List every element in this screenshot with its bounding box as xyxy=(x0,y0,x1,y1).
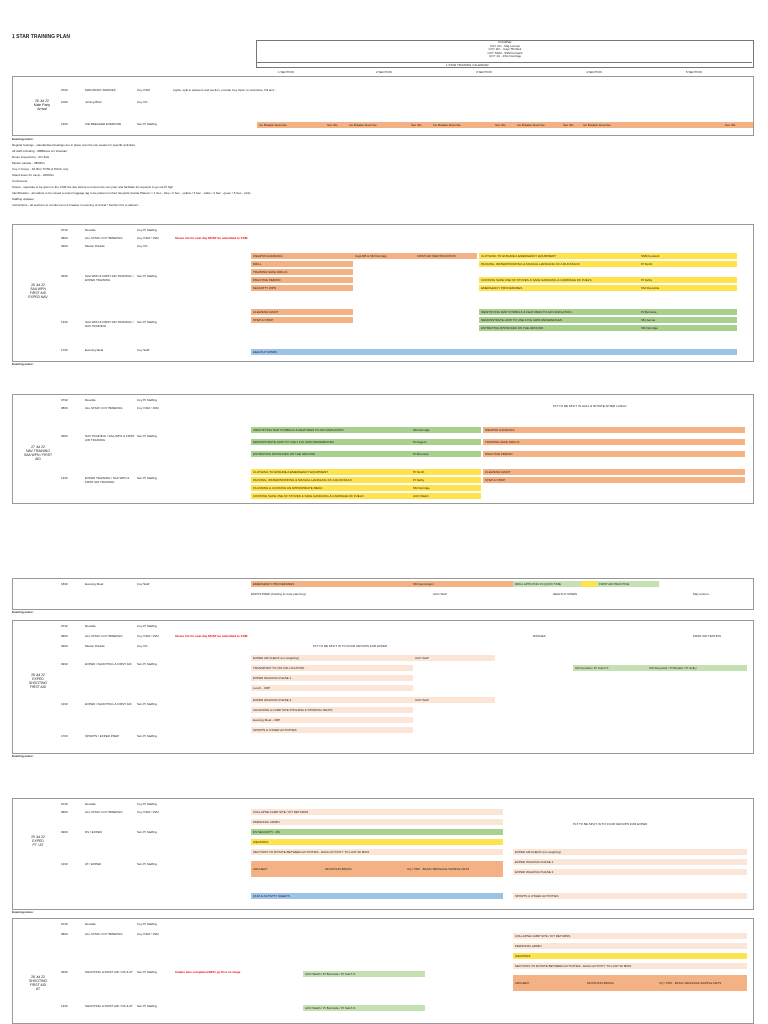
activity-cell: ICE BREAKER EXERCISE xyxy=(85,122,122,126)
nav-bar: IDENTIFYING MAP SYMBOLS & FEATURES TO AID NAVIGATION xyxy=(251,427,411,433)
time-cell: 1400 xyxy=(61,122,68,126)
icebreaker-bar: Ice Breaker Exercise xyxy=(515,122,561,128)
phase-header-label: 1 STAR TRAINING CALENDAR xyxy=(446,63,489,67)
lead-cell: Sen PI Staffing xyxy=(137,970,157,974)
lead-cell: Coy CSM / 1SM xyxy=(137,406,159,410)
day-label: 29 Jul 22 EXPED PT / AT xyxy=(31,835,45,847)
day-label: 27 Jul 22 NAV TRAINING SAA WPN / FIRST AID xyxy=(23,445,53,461)
lead-cell: Sen PI Staffing xyxy=(137,1004,157,1008)
closing-notes-label: Evening notes: xyxy=(12,910,34,914)
activity-bar: PRACTICE PERIOD xyxy=(251,277,353,283)
time-cell: 1000 xyxy=(61,100,68,104)
time-cell: 0800 xyxy=(61,932,68,936)
instructor-cell: SM Norridge xyxy=(411,485,481,491)
highlight-cell xyxy=(581,581,597,587)
activity-cell: Reveille xyxy=(85,624,96,628)
nav-bar: ESTIMATING DISTANCES ON THE GROUND xyxy=(479,325,639,331)
time-cell: 1330 xyxy=(61,862,68,866)
activity-cell: EXPED / SHOOTING & FIRST AID xyxy=(85,702,132,706)
archery-bar: ARCHERY xyxy=(251,861,323,877)
activity-bar: TRAINING SAFE DRILLS xyxy=(483,439,745,445)
lead-cell: Coy CSM / 1SM xyxy=(137,634,159,638)
time-cell: 0730 xyxy=(61,802,68,806)
archery-bar: ARCHERY xyxy=(513,975,585,991)
closing-notes-label: Evening notes: xyxy=(12,754,34,758)
day-label: 26 Jul 22 SAA WPN FIRST AID EXPED NAV xyxy=(28,283,48,299)
day-3-block xyxy=(12,394,754,504)
exped-bar: EXPED WALKING PHASE 2 xyxy=(513,869,747,875)
instructor-cell: PI Burnside xyxy=(411,451,481,457)
first-aid-header: FIRST AID TESTING xyxy=(693,634,722,638)
note-line: Stores - separate to be given to the CSM the day before to ensure the can prep and facilitate kit requests to go via PI Sgt! xyxy=(12,185,174,189)
section-id-bar: Sec IDs xyxy=(325,122,347,128)
lead-cell: AUO Staff xyxy=(433,592,447,596)
section-id-bar: Sec IDs xyxy=(409,122,431,128)
nav-bar: DEMONSTRATE HOW TO USE 4 FIG GRID REFERENCES xyxy=(479,317,639,323)
lead-cell: Coy OC xyxy=(137,100,148,104)
nav-bar: DEMONSTRATE HOW TO USE 4 FIG GRID REFERENCES xyxy=(251,439,411,445)
time-cell: 1330 xyxy=(61,702,68,706)
quiz-bar: QUIZ & ACTIVITY SHEETS xyxy=(251,893,503,899)
lead-cell: Sen PI Staffing xyxy=(137,274,157,278)
legend-line: COY OC - Maj Lorimer xyxy=(489,43,521,48)
evening-notes xyxy=(12,136,612,208)
split-note: PLT TO BE SPLIT IN HALF & ROTATE AFTER LUNCH xyxy=(553,404,627,408)
section-label: 3 SECTION xyxy=(476,70,492,74)
lead-cell: Sen PI Staffing xyxy=(137,662,157,666)
exped-bar: PACKING, WATERPROOFING & MANUAL HANDLING OF A RUCKSACK xyxy=(251,477,411,483)
activity-bar: STEP & STRIP xyxy=(251,317,353,323)
instructor-cell: SSM Fenwick xyxy=(639,253,737,259)
time-cell: 0900 xyxy=(61,434,68,438)
legend-line: COY 1C - 1SG Norridge xyxy=(488,54,522,59)
activity-cell: Joining Brief xyxy=(85,100,102,104)
note-line: Coy 1 Group - 18.3hrs TOTE & PIC/C only xyxy=(12,167,69,171)
time-cell: 0900 xyxy=(61,244,68,248)
activity-cell: DS / EXPED xyxy=(85,830,102,834)
lead-cell: Coy PI Staffing xyxy=(137,398,157,402)
activity-cell: Evening Meal xyxy=(85,582,104,586)
split-note: PLT TO BE SPLIT IN TO FOUR GROUPS FOR EXPED xyxy=(573,822,648,826)
activity-cell: ALL STAFF COY BRIEFING xyxy=(85,932,123,936)
section-label: 2 SECTION xyxy=(376,70,392,74)
activity-cell: ALL STAFF COY BRIEFING xyxy=(85,406,123,410)
day-5-block xyxy=(12,798,754,910)
exped-bar: Lunch - CRP xyxy=(251,685,413,691)
day-2-block xyxy=(12,224,754,362)
lead-cell: Sen PI Staffing xyxy=(137,862,157,866)
lead-cell: Sen PI Staffing xyxy=(137,476,157,480)
time-cell: 1330 xyxy=(61,476,68,480)
note-line: Continuous: xyxy=(12,179,29,183)
instructor-cell: AUO Walsh xyxy=(411,493,481,499)
activity-bar: STEP & STRIP xyxy=(483,477,745,483)
time-cell: 0730 xyxy=(61,922,68,926)
activity-cell: MAIN BODY ARRIVES xyxy=(85,88,116,92)
note-line: Evening notes: xyxy=(12,137,34,141)
split-note: PLT TO BE SPLIT IN TO FOUR GROUPS FOR EXPED xyxy=(313,644,388,648)
instructor-cell: PI Smith xyxy=(639,261,737,267)
activity-bar: WEAPON HANDLING xyxy=(483,427,745,433)
exped-bar: EMERGENCY PROCEDURES xyxy=(479,285,639,291)
section-label: 5 SECTION xyxy=(686,70,702,74)
note-line: All staff including - NBBRess to't shoulder xyxy=(12,149,68,153)
activity-cell: NAV TRAINING / SAA WPN & FIRST AID TRAINING xyxy=(85,434,135,442)
day-3-evening-block xyxy=(12,578,754,610)
exped-bar: PLANNING & COOKING AN APPROPRIATE MENU xyxy=(251,485,411,491)
stores-warning: Stores list for next day MUST be submitted to CSM xyxy=(175,236,248,240)
signals-bar: CQ / PRP - BASIC MESSAGE SAMPLE NETS xyxy=(657,975,747,991)
time-cell: 0900 xyxy=(61,830,68,834)
time-cell: 1330 xyxy=(61,1004,68,1008)
document-title: 1 STAR TRAINING PLAN xyxy=(12,34,70,40)
time-cell: 0930 xyxy=(61,274,68,278)
note-line: Identification - all cadets to be issued a colour luggage tag to be placed on their lanyards (Geide Platoon = 1 Sec - blue / 2 Sec - yellow / 3 Sec - white / 4 Sec - green / 5 Sec - pink) xyxy=(12,191,251,195)
activity-bar: TRAINING SAFE DRILLS xyxy=(251,269,353,275)
note-line: Staffing updates: xyxy=(12,197,35,201)
lead-cell: Coy CSM / 1SM xyxy=(137,932,159,936)
lead-cell: Sen PI Staffing xyxy=(137,434,157,438)
exped-bar: SPORTS & OTHER ACTIVITIES xyxy=(513,893,747,899)
activity-bar: COLLAPSE CAMP SITE / KIT RETURNS xyxy=(251,809,503,815)
day-label: 28 Jul 22 SHOOTING FIRST AID AT xyxy=(28,975,48,991)
activity-cell: ALL STAFF COY BRIEFING xyxy=(85,810,123,814)
remarks-cell: Lights, split in platoons and section, provide Coy Opwr to structures, Fill and... xyxy=(173,88,277,92)
lead-cell: Sen PI Staffing xyxy=(137,830,157,834)
note-line: Regular feelings - standardised feelings are in place over the two weeks for specific activities xyxy=(12,143,136,147)
lead-cell: Sen PI Staffing xyxy=(137,122,157,126)
instructor-cell: AUO Staff xyxy=(413,697,495,703)
activity-cell: Reveille xyxy=(85,228,96,232)
time-cell: 0730 xyxy=(61,398,68,402)
rotation-bar: SECTIONS TO ROTATE BETWEEN ACTIVITIES - EACH ACTIVITY TO LAST 90 MINS xyxy=(251,849,503,855)
activity-cell: SAA WPN & FIRST AID TRAINING / NAV TRAINING xyxy=(85,320,134,328)
time-cell: 0900 xyxy=(61,644,68,648)
time-cell: 0700 xyxy=(61,88,68,92)
day-4-block xyxy=(12,620,754,754)
activity-cell: SPORTS / EXPED PREP xyxy=(85,734,119,738)
day-6-block xyxy=(12,918,754,1024)
activity-cell: ALL STAFF COY BRIEFING xyxy=(85,236,123,240)
weapons-bar: WEAPONS xyxy=(513,953,747,959)
section-id-bar: Sec IDs xyxy=(493,122,515,128)
time-cell: 0730 xyxy=(61,624,68,628)
instructor-cell: SM Norridge xyxy=(411,427,481,433)
activity-cell: Reveille xyxy=(85,922,96,926)
activity-bar: PERSONAL ADMIN xyxy=(513,943,747,949)
activity-bar: CLEANING MAINT xyxy=(251,309,353,315)
instructor-cell: SM Norridge xyxy=(639,325,737,331)
lead-cell: Coy CSM / 1SM xyxy=(137,236,159,240)
legend-line: COURSE: xyxy=(498,40,512,44)
activity-cell: Muster Parade xyxy=(85,644,105,648)
lead-cell: Coy Staff xyxy=(137,582,150,586)
activity-bar: EMERGENCY PROCEDURES xyxy=(251,581,411,587)
note-line: Room inspections - 0hr flats xyxy=(12,155,50,159)
range-staff-bar: AUO Walsh / PI Burnside / PI Sutch S xyxy=(303,1005,425,1011)
rotation-bar: SECTIONS TO ROTATE BETWEEN ACTIVITIES - EACH ACTIVITY TO LAST 90 MINS xyxy=(513,963,747,969)
closing-notes-label: Evening notes: xyxy=(12,610,34,614)
activity-bar: PERSONAL ADMIN xyxy=(251,819,503,825)
activity-cell: SHOOTING & FIRST AID / DS & AT xyxy=(85,1004,133,1008)
nav-bar: ESTIMATING DISTANCES ON THE GROUND xyxy=(251,451,411,457)
exped-bar: EXPED WALKING PHASE 1 xyxy=(251,675,413,681)
first-aid-bar: FIRST AID PRACTICE xyxy=(597,581,659,587)
lead-cell: Coy OC xyxy=(137,244,148,248)
healthy-minds-bar: HEALTHY MINDS xyxy=(251,349,737,355)
instructor-cell: PI Selby xyxy=(411,477,481,483)
instructor-cell: AUO Staff xyxy=(413,655,495,661)
exped-bar: TRANSPORT TO 1ST DIS LOCATION xyxy=(251,665,413,671)
exped-bar: EXPED WALKING PHASE 2 xyxy=(251,697,413,703)
activity-cell: SHOOTING & FIRST AID / DS & AT xyxy=(85,970,133,974)
security-bar: DS SECURITY - DS xyxy=(251,829,503,835)
activity-cell: EXPED TRAINING / SAA WPN & FIRST AID TRAINING xyxy=(85,476,130,484)
lead-cell: Sen PI Staffing xyxy=(137,734,157,738)
closing-notes-label: Evening notes: xyxy=(12,362,34,366)
exped-prep-cell: ESPOS PREP (briefing & route planning) xyxy=(251,592,306,596)
exped-bar: COOKING SAFE USE OF STOVES & SAFE HANDLING & CARRIAGE OF FUELS xyxy=(251,493,411,499)
icebreaker-bar: Ice Breaker Exercise xyxy=(257,122,325,128)
arrival-day-block xyxy=(12,76,754,136)
icebreaker-bar: Ice Breaker Exercise xyxy=(431,122,493,128)
time-cell: 1700 xyxy=(61,348,68,352)
exped-bar: COOKING SAFE USE OF STOVES & SAFE HANDLING & CARRIAGE OF FUELS xyxy=(479,277,639,283)
lead-cell: Coy CSM xyxy=(137,88,150,92)
day-label: 26 Jul 22 Main Party Arrival xyxy=(33,99,51,111)
lead-cell: Coy PI Staffing xyxy=(137,922,157,926)
exped-bar: PACKING, WATERPROOFING & MANUAL HANDLING OF A RUCKSACK xyxy=(479,261,639,267)
time-cell: 0930 xyxy=(61,662,68,666)
stores-warning: Stores list for next day MUST be submitted to CSM xyxy=(175,634,248,638)
lead-cell: Sen PI Staffing xyxy=(137,702,157,706)
day-label: 28 Jul 22 EXPED SHOOTING FIRST AID xyxy=(28,673,48,689)
range-staff-bar: AUO Walsh / PI Burnside / PI Sutch S xyxy=(303,971,425,977)
time-cell: 1700 xyxy=(61,734,68,738)
time-cell: 0800 xyxy=(61,236,68,240)
lead-cell: Coy PI Staffing xyxy=(137,624,157,628)
note-line: Instructions - all sections to conduct an ice breaker in evening of arrival / Section ICs to debrief... xyxy=(12,203,140,207)
icebreaker-bar: Ice Breaker Exercise xyxy=(347,122,409,128)
activity-bar: DRILL xyxy=(251,261,353,267)
section-id-bar: Sec IDs xyxy=(561,122,581,128)
activity-cell: EXPED / SHOOTING & FIRST AID xyxy=(85,662,132,666)
instructor-cell: SSI Reynolds xyxy=(639,285,737,291)
ranges-header: RANGES xyxy=(533,634,546,638)
activity-cell: SAA WPN & FIRST AID TRAINING / EXPED TRAINING xyxy=(85,274,134,282)
instructor-cell: SM Jennie xyxy=(639,317,737,323)
staff-bar: FIRST AID IDENTIFICATION xyxy=(415,253,477,259)
activity-cell: Evening Meal xyxy=(85,348,104,352)
exped-bar: EXPED AM CHECK (inc weighing) xyxy=(513,849,747,855)
instructor-cell: SM Gennington xyxy=(411,581,513,587)
time-cell: 0800 xyxy=(61,810,68,814)
section-id-bar: Sec IDs xyxy=(723,122,753,128)
exped-bar: CLOTHING TO ENSURE A EMERGENCY EQUIPMENT xyxy=(251,469,411,475)
nav-bar: IDENTIFYING MAP SYMBOLS & FEATURES TO AID NAVIGATION xyxy=(479,309,639,315)
exped-bar: Evening Meal - CRP xyxy=(251,717,413,723)
lead-cell: Coy PI Staffing xyxy=(137,802,157,806)
healthy-minds-cell: HEALTHY MINDS xyxy=(553,592,578,596)
note-line: Stand down for camp - 2000hrs xyxy=(12,173,54,177)
exped-bar: SPORTS & OTHER ACTIVITIES xyxy=(251,727,413,733)
time-cell: 1830 xyxy=(61,582,68,586)
time-cell: 0730 xyxy=(61,228,68,232)
section-label: 4 SECTION xyxy=(586,70,602,74)
exped-bar: CHOOSING A CAMP SITE PITCHING & STRIKING TENTS xyxy=(251,707,413,713)
instructor-cell: PI Rogers xyxy=(411,439,481,445)
exped-bar: EXPED AM CHECK (inc weighing) xyxy=(251,655,413,661)
activity-bar: WEAPON HANDLING xyxy=(251,253,353,259)
lead-cell: Coy Staff xyxy=(137,348,150,352)
lead-cell: Sen PI Staffing xyxy=(137,320,157,324)
lead-cell: Coy CSM / 1SM xyxy=(137,810,159,814)
exped-bar: EXPED WALKING PHASE 1 xyxy=(513,859,747,865)
activity-bar: COLLAPSE CAMP SITE / KIT RETURNS xyxy=(513,933,747,939)
activity-cell: Reveille xyxy=(85,398,96,402)
signals-bar: CQ / PRP - BASIC MESSAGE SAMPLE NETS xyxy=(405,861,503,877)
activity-cell: Muster Parade xyxy=(85,244,105,248)
drill-bar: DRILL APPLYING IN QUICK TIME xyxy=(513,581,581,587)
time-cell: 1330 xyxy=(61,320,68,324)
legend-line: COY 2IC - Capt TM Weir xyxy=(488,47,522,52)
range-warning: Cadets who completed RETs go first on range xyxy=(175,970,241,974)
range-staff-bar: SSI Reynolds / PI Burdett / PI Selby xyxy=(647,665,747,671)
exped-bar: CLOTHING TO ENSURE A EMERGENCY EQUIPMENT xyxy=(479,253,639,259)
weapons-bar: WEAPONS xyxy=(251,839,503,845)
instructor-cell: Maj Lorimer xyxy=(693,592,709,596)
instructor-cell: PI Smith xyxy=(411,469,481,475)
lead-cell: Coy OC xyxy=(137,644,148,648)
activity-cell: ALL STAFF COY BRIEFING xyxy=(85,634,123,638)
time-cell: 0930 xyxy=(61,970,68,974)
activity-bar: PRACTICE PERIOD xyxy=(483,451,745,457)
range-staff-bar: SSI Fenwick / PI Sutch S xyxy=(573,665,647,671)
time-cell: 0800 xyxy=(61,406,68,410)
instructor-cell: PI Selby xyxy=(639,277,737,283)
section-label: 1 SECTION xyxy=(278,70,294,74)
activity-cell: AT / EXPED xyxy=(85,862,102,866)
activity-bar: SECURITY WPN xyxy=(251,285,353,291)
icebreaker-bar: Ice Breaker Exercise xyxy=(581,122,723,128)
note-line: Muster parade - 0800hrs xyxy=(12,161,45,165)
legend-line: COY SGM - SSM Fenwick xyxy=(487,50,523,55)
activity-bar: CLEANING MAINT xyxy=(483,469,745,475)
instructor-cell: PI Burnside xyxy=(639,309,737,315)
lead-cell: Coy PI Staffing xyxy=(137,228,157,232)
biking-bar: MOUNTAIN BIKING xyxy=(323,861,405,877)
staff-bar: Capt RB & SM Norridge xyxy=(353,253,415,259)
activity-cell: Reveille xyxy=(85,802,96,806)
time-cell: 0800 xyxy=(61,634,68,638)
biking-bar: MOUNTAIN BIKING xyxy=(585,975,657,991)
